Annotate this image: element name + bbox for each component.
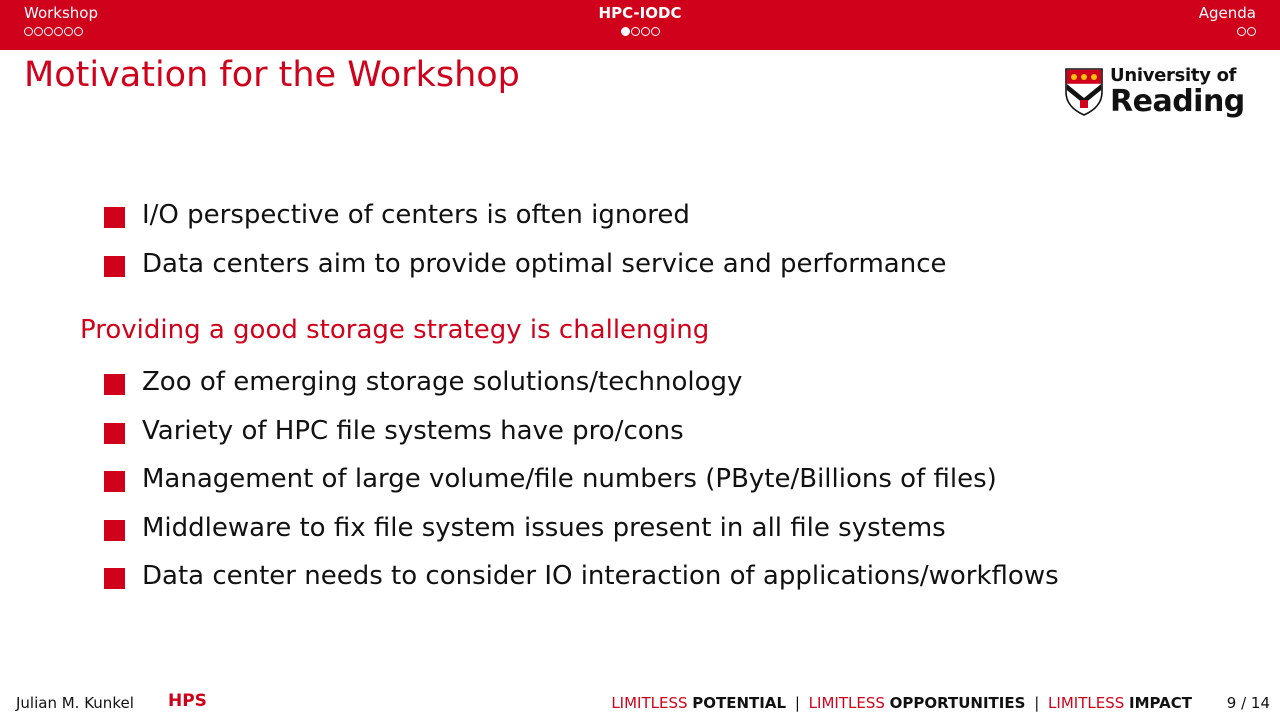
bullet-item bbox=[104, 416, 1059, 465]
bullet-square-icon bbox=[104, 207, 125, 228]
slogan-light-3: LIMITLESS bbox=[1048, 694, 1125, 712]
slogan-separator: | bbox=[794, 694, 800, 712]
bullet-square-icon bbox=[104, 256, 125, 277]
top-navigation-bar bbox=[0, 0, 1280, 50]
bullet-square-icon bbox=[104, 568, 125, 589]
slide-dot-icon[interactable] bbox=[621, 27, 630, 36]
slogan-separator: | bbox=[1034, 694, 1040, 712]
bullet-list-2 bbox=[104, 367, 1059, 610]
slogan-bold-1: POTENTIAL bbox=[692, 694, 787, 712]
slide-footer bbox=[0, 688, 1280, 720]
logo-line-2: Reading bbox=[1110, 84, 1245, 119]
footer-author: Julian M. Kunkel bbox=[16, 694, 134, 712]
slogan-light-2: LIMITLESS bbox=[808, 694, 885, 712]
bullet-text: I/O perspective of centers is often ignored bbox=[142, 200, 690, 230]
nav-progress-dots bbox=[1199, 27, 1256, 37]
bullet-square-icon bbox=[104, 423, 125, 444]
slogan-light-1: LIMITLESS bbox=[611, 694, 688, 712]
bullet-text: Management of large volume/file numbers (PByte/Billions of files) bbox=[142, 464, 997, 494]
nav-section-label[interactable]: HPC-IODC bbox=[598, 4, 682, 22]
bullet-text: Zoo of emerging storage solutions/technology bbox=[142, 367, 743, 397]
slide-title: Motivation for the Workshop bbox=[24, 55, 520, 95]
bullet-text: Variety of HPC file systems have pro/cons bbox=[142, 415, 684, 446]
nav-section-label[interactable]: Workshop bbox=[24, 4, 99, 22]
bullet-item bbox=[104, 513, 1059, 562]
slide-dot-icon[interactable] bbox=[651, 27, 660, 36]
slide-dot-icon[interactable] bbox=[1237, 27, 1246, 36]
coat-of-arms-icon bbox=[1065, 68, 1103, 116]
bullet-item bbox=[104, 561, 1059, 610]
section-subheading: Providing a good storage strategy is challenging bbox=[80, 315, 710, 345]
page-number: 9 / 14 bbox=[1226, 694, 1270, 712]
bullet-text: Data centers aim to provide optimal service and performance bbox=[142, 248, 947, 279]
bullet-item bbox=[104, 464, 1059, 513]
logo-line-1: University of bbox=[1110, 65, 1237, 86]
slide-dot-icon[interactable] bbox=[641, 27, 650, 36]
nav-section-agenda[interactable] bbox=[1199, 4, 1256, 37]
bullet-text: Middleware to fix file system issues present in all file systems bbox=[142, 512, 946, 543]
logo-wordmark bbox=[1110, 66, 1245, 118]
bullet-item bbox=[104, 367, 1059, 416]
bullet-list-1 bbox=[104, 200, 947, 297]
slide-dot-icon[interactable] bbox=[631, 27, 640, 36]
slide-dot-icon[interactable] bbox=[1247, 27, 1256, 36]
slogan-bold-2: OPPORTUNITIES bbox=[889, 694, 1026, 712]
bullet-square-icon bbox=[104, 471, 125, 492]
bullet-text: Data center needs to consider IO interaction of applications/workflows bbox=[142, 561, 1059, 591]
bullet-item bbox=[104, 249, 947, 298]
nav-section-hpc-iodc[interactable] bbox=[0, 4, 1280, 37]
bullet-square-icon bbox=[104, 374, 125, 395]
university-logo bbox=[1064, 65, 1245, 120]
bullet-square-icon bbox=[104, 520, 125, 541]
slogan-bold-3: IMPACT bbox=[1129, 694, 1192, 712]
footer-group-logo: HPS bbox=[168, 691, 207, 711]
bullet-item bbox=[104, 200, 947, 249]
nav-section-label[interactable]: Agenda bbox=[1198, 4, 1256, 22]
footer-slogan bbox=[611, 694, 1192, 712]
nav-progress-dots bbox=[0, 27, 1280, 37]
